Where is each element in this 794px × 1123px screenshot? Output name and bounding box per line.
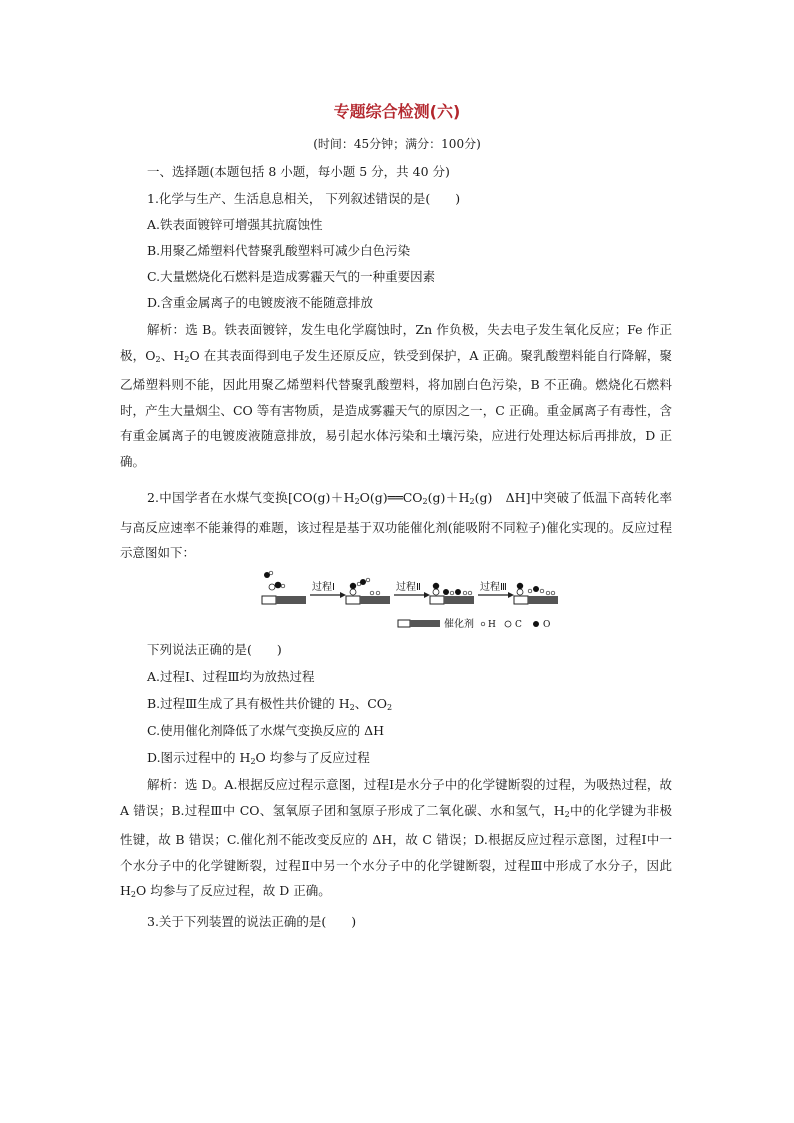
q2-stem: 2.中国学者在水煤气变换[$CO(g)+H_2O(g)══CO_2(g)+H_2(g)$ ΔH]中突破了低温下高转化率与高反应速率不能兼得的难题，该过程是基于双功能催化剂(能吸附不同粒子)催化实现的。反应过程示意图如下：	[120, 490, 673, 561]
step-1-label: 过程Ⅰ	[312, 582, 335, 593]
exam-info: (时间：45分钟；满分：100分)	[313, 137, 481, 151]
stage-3	[430, 583, 474, 604]
stage-4	[514, 583, 558, 604]
page-title: 专题综合检测(六)	[333, 102, 461, 121]
q1-stem: 1.化学与生产、生活息息相关， 下列叙述错误的是( )	[147, 191, 461, 206]
stage-2	[346, 578, 390, 604]
q2-analysis: 解析：选 D。A.根据反应过程示意图，过程Ⅰ是水分子中的化学键断裂的过程，为吸热过程，故 A 错误；B.过程Ⅲ中 CO、氢氧原子团和氢原子形成了二氧化碳、水和氢气，$H_2$中的化学键为非极性键，故 B 错误；C.催化剂不能改变反应的 ΔH，故 C 错误；D.根据反应过程示意图，过程Ⅰ中一个水分子中的化学键断裂，过程Ⅱ中另一个水分子中的化学键断裂，过程Ⅲ中形成了水分子，因此 $H_2O$ 均参与了反应过程，故 D 正确。	[120, 777, 672, 900]
reaction-process-diagram	[258, 568, 568, 634]
stage-1	[262, 571, 306, 604]
diagram-legend	[398, 617, 550, 630]
step-2-label: 过程Ⅱ	[396, 582, 421, 593]
arrow-1	[310, 580, 346, 598]
step-3-label: 过程Ⅲ	[480, 582, 507, 593]
legend-o-label: O	[543, 620, 551, 630]
arrow-3	[478, 580, 514, 598]
section-heading: 一、选择题(本题包括 8 小题，每小题 5 分，共 40 分)	[147, 164, 450, 179]
q3-stem: 3.关于下列装置的说法正确的是( )	[147, 914, 357, 929]
q2-option-a: A.过程Ⅰ、过程Ⅲ均为放热过程	[147, 669, 315, 684]
q2-option-b: B.过程Ⅲ生成了具有极性共价键的 $H_2$、$CO_2$	[147, 696, 393, 712]
legend-h-label: H	[488, 620, 496, 630]
arrow-2	[394, 580, 430, 598]
legend-catalyst-label: 催化剂	[444, 619, 474, 630]
legend-c-label: C	[515, 620, 522, 630]
q1-option-d: D.含重金属离子的电镀废液不能随意排放	[147, 295, 374, 310]
q1-option-b: B.用聚乙烯塑料代替聚乳酸塑料可减少白色污染	[147, 243, 411, 258]
q1-analysis: 解析：选 B。铁表面镀锌，发生电化学腐蚀时，Zn 作负极，失去电子发生氧化反应；Fe 作正极，$O_2$、$H_2O$ 在其表面得到电子发生还原反应，铁受到保护，A 正确。聚乳酸塑料能自行降解，聚乙烯塑料则不能，因此用聚乙烯塑料代替聚乳酸塑料，将加剧白色污染，B 不正确。燃烧化石燃料时，产生大量烟尘、CO 等有害物质，是造成雾霾天气的原因之一，C 正确。重金属离子有毒性，含有重金属离子的电镀废液随意排放，易引起水体污染和土壤污染，应进行处理达标后再排放，D 正确。	[120, 322, 673, 469]
q1-option-a: A.铁表面镀锌可增强其抗腐蚀性	[147, 217, 323, 232]
q1-option-c: C.大量燃烧化石燃料是造成雾霾天气的一种重要因素	[147, 269, 436, 284]
q2-option-c: C.使用催化剂降低了水煤气变换反应的 ΔH	[147, 723, 384, 738]
q2-option-d: D.图示过程中的 $H_2O$ 均参与了反应过程	[147, 750, 370, 766]
q2-prompt: 下列说法正确的是( )	[147, 642, 282, 657]
